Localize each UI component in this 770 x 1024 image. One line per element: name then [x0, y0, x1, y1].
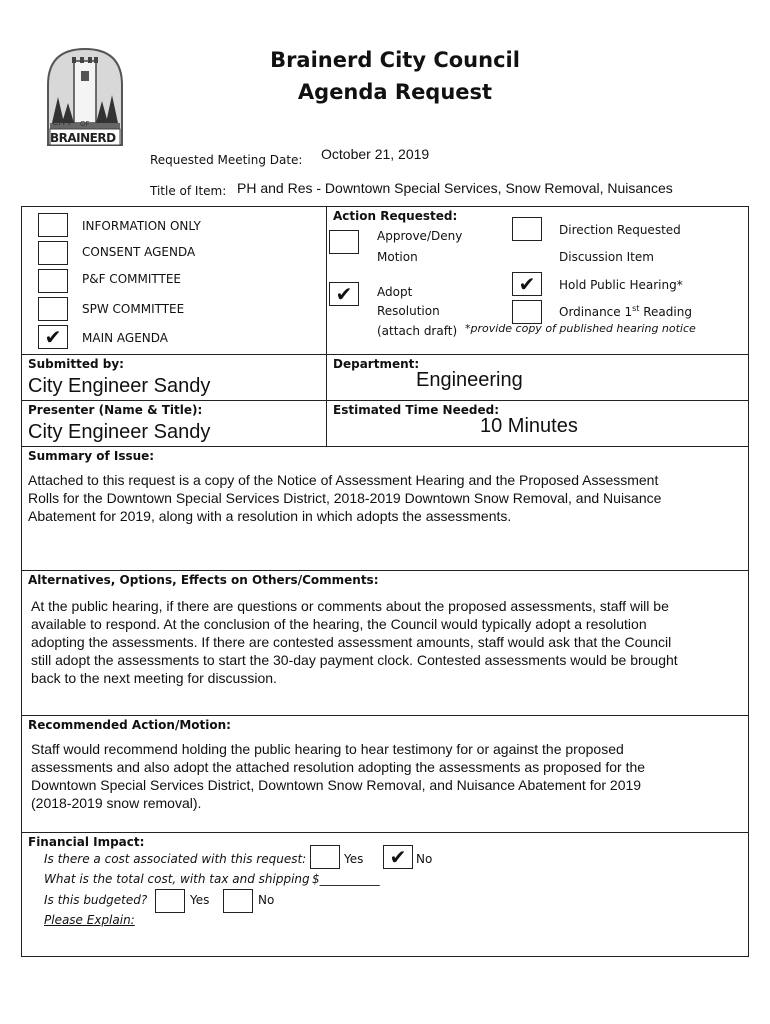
divider — [21, 400, 749, 401]
summary-line: Rolls for the Downtown Special Services District, 2018-2019 Downtown Snow Removal, and Nuisance — [28, 490, 662, 506]
alternatives-label: Alternatives, Options, Effects on Others/Comments: — [28, 573, 379, 587]
logo-text-brainerd: BRAINERD — [50, 131, 116, 145]
main-agenda-label: MAIN AGENDA — [82, 331, 168, 345]
alternatives-line: still adopt the assessments to start the 30-day payment clock. Contested assessments would be brought — [31, 652, 678, 668]
logo-text-city: CITY — [52, 118, 72, 128]
column-divider — [326, 206, 327, 447]
ordinance-label-tail: Reading — [639, 305, 692, 319]
hearing-note: *provide copy of published hearing notice — [465, 322, 696, 335]
recommended-line: assessments and also adopt the attached resolution adopting the assessments as proposed for the — [31, 759, 646, 775]
information-only-checkbox[interactable] — [38, 213, 68, 237]
pf-committee-label: P&F COMMITTEE — [82, 272, 181, 286]
main-agenda-checkbox[interactable]: ✔ — [38, 325, 68, 349]
budgeted-no-label: No — [258, 893, 275, 907]
consent-agenda-label: CONSENT AGENDA — [82, 245, 196, 259]
meeting-date-value: October 21, 2019 — [321, 146, 430, 162]
recommended-text — [31, 740, 645, 812]
financial-impact-label: Financial Impact: — [28, 835, 145, 849]
approve-deny-checkbox[interactable] — [329, 230, 359, 254]
total-cost-question: What is the total cost, with tax and shipping — [44, 872, 310, 886]
recommended-line: (2018-2019 snow removal). — [31, 795, 202, 811]
divider — [21, 446, 749, 447]
recommended-label: Recommended Action/Motion: — [28, 718, 231, 732]
alternatives-line: available to respond. At the conclusion of the hearing, the Council would typically adopt a resolution — [31, 616, 647, 632]
spw-committee-checkbox[interactable] — [38, 297, 68, 321]
recommended-line: Staff would recommend holding the public hearing to hear testimony for or against the proposed — [31, 741, 624, 757]
page-subtitle: Agenda Request — [297, 80, 493, 104]
summary-text — [28, 471, 661, 525]
ordinance-label-sup: st — [632, 304, 640, 313]
ordinance-label — [559, 304, 692, 319]
alternatives-line: adopting the assessments. If there are contested assessment amounts, staff would ask that the Council — [31, 634, 672, 650]
presenter-label: Presenter (Name & Title): — [28, 403, 203, 417]
cost-yes-checkbox[interactable] — [310, 845, 340, 869]
item-title-value: PH and Res - Downtown Special Services, Snow Removal, Nuisances — [237, 180, 673, 196]
time-needed-value: 10 Minutes — [480, 415, 578, 437]
adopt-resolution-checkbox[interactable]: ✔ — [329, 282, 359, 306]
summary-line: Abatement for 2019, along with a resolution in which adopts the assessments. — [28, 508, 512, 524]
meeting-date-label: Requested Meeting Date: — [150, 153, 303, 167]
adopt-resolution-label-line2: Resolution — [377, 304, 440, 318]
alternatives-text — [31, 597, 678, 687]
direction-requested-label: Direction Requested — [559, 223, 681, 237]
please-explain-label: Please Explain: — [44, 913, 135, 927]
divider — [21, 354, 749, 355]
ordinance-checkbox[interactable] — [512, 300, 542, 324]
approve-deny-label: Approve/Deny — [377, 229, 463, 243]
hold-public-hearing-label: Hold Public Hearing* — [559, 278, 683, 292]
alternatives-line: back to the next meeting for discussion. — [31, 670, 277, 686]
budgeted-yes-label: Yes — [190, 893, 210, 907]
cost-no-label: No — [416, 852, 433, 866]
direction-requested-checkbox[interactable] — [512, 217, 542, 241]
logo-text-of: OF — [80, 120, 90, 128]
discussion-item-label: Discussion Item — [559, 250, 654, 264]
approve-deny-label-line2: Motion — [377, 250, 418, 264]
adopt-resolution-label-line3: (attach draft) — [377, 324, 458, 338]
total-cost-value: $__________ — [312, 872, 380, 886]
ordinance-label-text: Ordinance 1 — [559, 305, 633, 319]
recommended-line: Downtown Special Services District, Downtown Snow Removal, and Nuisance Abatement for 2019 — [31, 777, 642, 793]
divider — [21, 832, 749, 833]
adopt-resolution-label: Adopt — [377, 285, 413, 299]
summary-label: Summary of Issue: — [28, 449, 155, 463]
spw-committee-label: SPW COMMITTEE — [82, 302, 185, 316]
time-needed-label: Estimated Time Needed: — [333, 403, 499, 417]
hold-public-hearing-checkbox[interactable]: ✔ — [512, 272, 542, 296]
budgeted-no-checkbox[interactable] — [223, 889, 253, 913]
divider — [21, 715, 749, 716]
department-label: Department: — [333, 357, 420, 371]
summary-line: Attached to this request is a copy of the Notice of Assessment Hearing and the Proposed Assessment — [28, 472, 659, 488]
action-requested-label: Action Requested: — [333, 209, 458, 223]
divider — [21, 570, 749, 571]
budgeted-yes-checkbox[interactable] — [155, 889, 185, 913]
cost-question: Is there a cost associated with this request: — [44, 852, 307, 866]
department-value: Engineering — [416, 369, 523, 391]
alternatives-line: At the public hearing, if there are questions or comments about the proposed assessments, staff will be — [31, 598, 669, 614]
cost-no-checkbox[interactable]: ✔ — [383, 845, 413, 869]
item-title-label: Title of Item: — [150, 184, 227, 198]
budgeted-question: Is this budgeted? — [44, 893, 148, 907]
page-title: Brainerd City Council — [270, 48, 520, 72]
consent-agenda-checkbox[interactable] — [38, 241, 68, 265]
pf-committee-checkbox[interactable] — [38, 269, 68, 293]
information-only-label: INFORMATION ONLY — [82, 219, 201, 233]
presenter-value: City Engineer Sandy — [28, 421, 211, 443]
submitted-by-label: Submitted by: — [28, 357, 124, 371]
cost-yes-label: Yes — [344, 852, 364, 866]
submitted-by-value: City Engineer Sandy — [28, 375, 211, 397]
